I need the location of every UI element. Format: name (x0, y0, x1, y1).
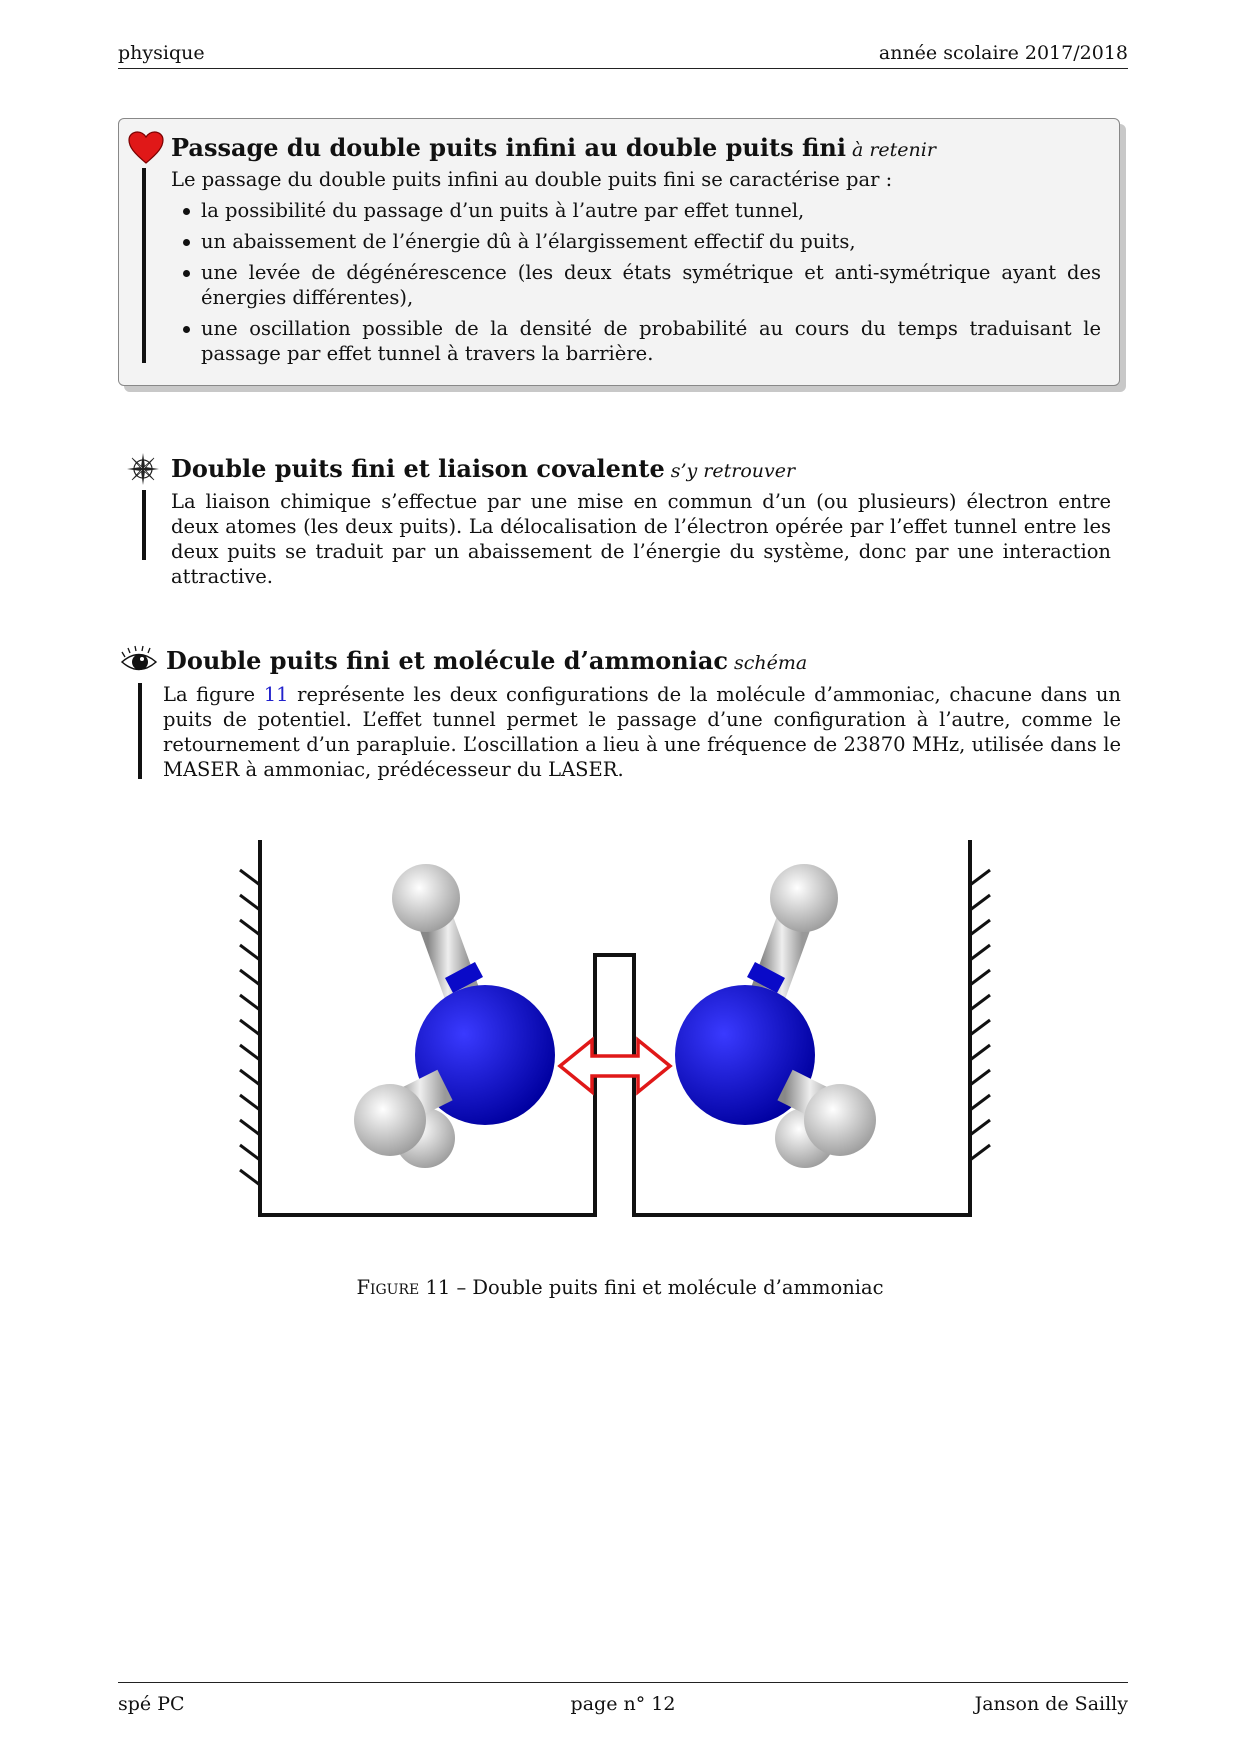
list-item: un abaissement de l’énergie dû à l’élargissement effectif du puits, (171, 229, 1101, 254)
header-year: année scolaire 2017/2018 (878, 42, 1128, 64)
page-footer (118, 1682, 1128, 1729)
block2-title-text: Double puits fini et liaison covalente (171, 454, 665, 483)
block3-text-before: La figure (163, 683, 264, 706)
footer-school: Janson de Sailly (974, 1693, 1128, 1715)
block3-title-text: Double puits fini et molécule d’ammoniac (166, 646, 728, 675)
left-wall-hatching (240, 870, 260, 1185)
left-well-wall (260, 840, 970, 1215)
list-item: la possibilité du passage d’un puits à l’autre par effet tunnel, (171, 198, 1101, 223)
list-item: une oscillation possible de la densité de probabilité au cours du temps traduisant le passage par effet tunnel à travers la barrière. (171, 316, 1101, 366)
figure-ref-link[interactable]: 11 (263, 683, 289, 706)
tunnel-double-arrow (560, 1040, 670, 1092)
ammonia-molecule-right (675, 864, 876, 1168)
figure-caption-text: Double puits fini et molécule d’ammoniac (472, 1276, 884, 1299)
block1-tag: à retenir (851, 139, 936, 161)
right-wall-hatching (970, 870, 990, 1160)
block2-tag: s’y retrouver (670, 460, 796, 482)
header-subject: physique (118, 42, 205, 64)
figure-caption (0, 1276, 1240, 1299)
ammonia-molecule-left (354, 864, 555, 1168)
figure-label: Figure 11 (356, 1276, 451, 1299)
footer-class: spé PC (118, 1693, 185, 1715)
list-item: une levée de dégénérescence (les deux états symétrique et anti-symétrique ayant des énergies différentes), (171, 260, 1101, 310)
block1-title-text: Passage du double puits infini au double puits fini (171, 133, 846, 162)
block3-text-after: représente les deux configurations de la molécule d’ammoniac, chacune dans un puits de potentiel. L’effet tunnel permet le passage d’une configuration à l’autre, comme le retournement d’un parapluie. L’oscillation a lieu à une fréquence de 23870 MHz, utilisée dans le MASER à ammoniac, prédécesseur du LASER. (163, 683, 1121, 781)
footer-page-number: page n° 12 (570, 1693, 676, 1715)
block1-intro: Le passage du double puits infini au double puits fini se caractérise par : (171, 168, 893, 191)
block3-tag: schéma (733, 652, 808, 674)
figure-separator: – (450, 1276, 473, 1299)
block2-text: La liaison chimique s’effectue par une mise en commun d’un (ou plusieurs) électron entre deux atomes (les deux puits). La délocalisation de l’électron opérée par l’effet tunnel entre les deux puits se traduit par un abaissement de l’énergie du système, donc par une interaction attractive. (171, 490, 1111, 588)
